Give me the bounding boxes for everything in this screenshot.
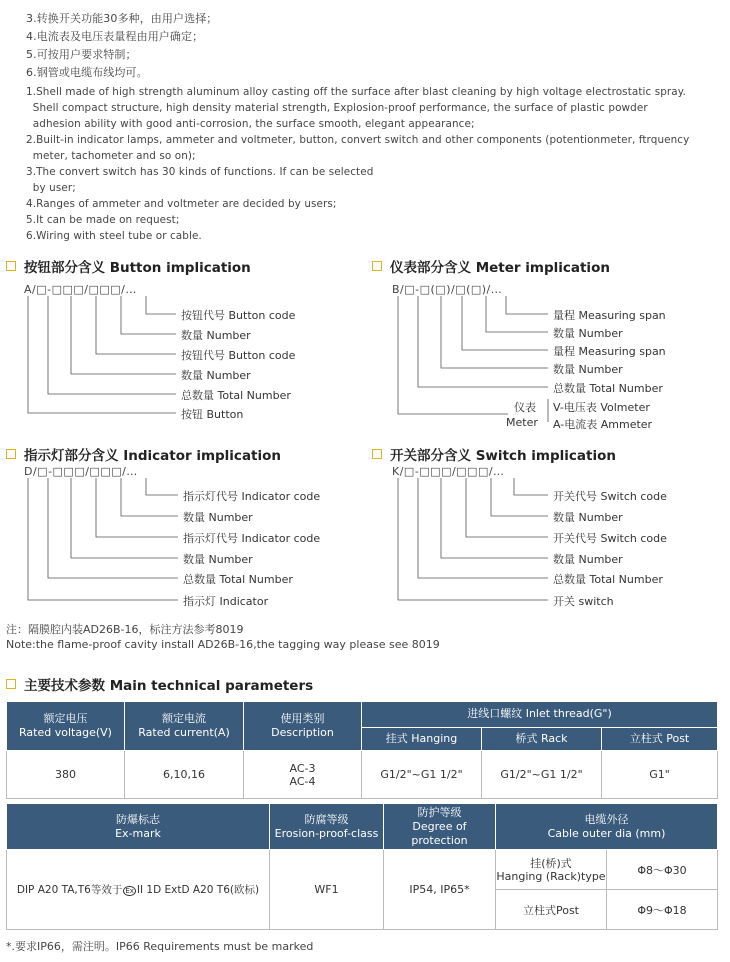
rated-current-header: 额定电流 Rated current(A) — [125, 702, 244, 751]
button-label: 总数量 Total Number — [181, 389, 291, 402]
button-label: 数量 Number — [181, 369, 251, 382]
button-label: 按钮 Button — [181, 408, 244, 421]
cable-dia-header: 电缆外径 Cable outer dia (mm) — [496, 804, 718, 850]
indicator-label: 总数量 Total Number — [183, 573, 293, 586]
switch-label: 开关代号 Switch code — [553, 532, 667, 545]
ex-symbol-icon: Ex — [125, 887, 134, 895]
voltage-value: 380 — [7, 751, 125, 799]
meter-label: 量程 Measuring span — [553, 309, 666, 322]
erosion-class-header: 防腐等级 Erosion-proof-class — [270, 804, 384, 850]
indicator-label: 指示灯代号 Indicator code — [183, 490, 321, 503]
footnote: *.要求IP66，需注明。IP66 Requirements must be marked — [6, 940, 314, 953]
meter-type-en: Meter — [506, 416, 538, 429]
hanging-type-label: 挂(桥)式 Hanging (Rack)type — [496, 850, 607, 890]
indicator-code: D/□-□□□/□□□/… — [24, 465, 138, 478]
rated-voltage-header: 额定电压 Rated voltage(V) — [7, 702, 125, 751]
indicator-implication-title: 指示灯部分含义 Indicator implication — [6, 444, 281, 464]
intro-line-6: 6.钢管或电缆布线均可。 — [26, 66, 148, 79]
meter-type-cn: 仪表 — [514, 401, 536, 414]
switch-label: 数量 Number — [553, 553, 623, 566]
voltmeter-label: V-电压表 Volmeter — [553, 401, 650, 414]
protection-table — [6, 803, 718, 930]
switch-code: K/□-□□□/□□□/… — [392, 465, 505, 478]
rack-thread-value: G1/2"~G1 1/2" — [482, 751, 602, 799]
switch-label: 开关代号 Switch code — [553, 490, 667, 503]
en-line: 2.Built-in indicator lamps, ammeter and voltmeter, button, convert switch and other components (potentionmeter, ftrquency — [26, 134, 690, 146]
description-header: 使用类别 Description — [244, 702, 362, 751]
square-bullet-icon — [6, 679, 16, 689]
description-value: AC-3 AC-4 — [244, 751, 362, 799]
note-en: Note:the flame-proof cavity install AD26B-16,the tagging way please see 8019 — [6, 638, 440, 651]
indicator-label: 数量 Number — [183, 511, 253, 524]
protection-degree-value: IP54, IP65* — [384, 850, 496, 930]
protection-degree-header: 防护等级 Degree of protection — [384, 804, 496, 850]
en-line: 3.The convert switch has 30 kinds of functions. If can be selected — [26, 166, 374, 178]
post-thread-value: G1" — [602, 751, 718, 799]
meter-label: 量程 Measuring span — [553, 345, 666, 358]
ammeter-label: A-电流表 Ammeter — [553, 418, 653, 431]
button-label: 按钮代号 Button code — [181, 349, 296, 362]
intro-line-4: 4.电流表及电压表量程由用户确定； — [26, 30, 204, 43]
meter-label: 总数量 Total Number — [553, 382, 663, 395]
intro-line-3: 3.转换开关功能30多种，由用户选择； — [26, 12, 218, 25]
switch-label: 总数量 Total Number — [553, 573, 663, 586]
post-dia-value: Φ9～Φ18 — [607, 890, 718, 930]
indicator-label: 指示灯 Indicator — [183, 595, 269, 608]
ex-mark-header: 防爆标志 Ex-mark — [7, 804, 270, 850]
button-code: A/□-□□□/□□□/… — [24, 283, 137, 296]
switch-label: 开关 switch — [553, 595, 614, 608]
en-line: 5.It can be made on request; — [26, 214, 180, 226]
button-implication-title: 按钮部分含义 Button implication — [6, 256, 251, 276]
button-label: 按钮代号 Button code — [181, 309, 296, 322]
technical-parameters-title: 主要技术参数 Main technical parameters — [6, 674, 313, 694]
rack-header: 桥式 Rack — [482, 727, 602, 750]
post-type-label: 立柱式Post — [496, 890, 607, 930]
en-line: by user; — [26, 182, 76, 194]
en-line: 4.Ranges of ammeter and voltmeter are decided by users; — [26, 198, 337, 210]
indicator-label: 指示灯代号 Indicator code — [183, 532, 321, 545]
post-header: 立柱式 Post — [602, 727, 718, 750]
button-label: 数量 Number — [181, 329, 251, 342]
meter-label: 数量 Number — [553, 363, 623, 376]
en-line: meter, tachometer and so on); — [26, 150, 196, 162]
meter-label: 数量 Number — [553, 327, 623, 340]
erosion-class-value: WF1 — [270, 850, 384, 930]
en-line: Shell compact structure, high density material strength, Explosion-proof performance, the surface of plastic powder — [26, 102, 648, 114]
switch-label: 数量 Number — [553, 511, 623, 524]
en-line: 1.Shell made of high strength aluminum alloy casting off the surface after blast cleaning by high voltage electrostatic spray. — [26, 86, 686, 98]
meter-code: B/□-□(□)/□(□)/… — [392, 283, 503, 296]
inlet-thread-header: 进线口螺纹 Inlet thread(G") — [362, 702, 718, 728]
meter-implication-title: 仪表部分含义 Meter implication — [372, 256, 610, 276]
note-zh: 注：隔膜腔内装AD26B-16，标注方法参考8019 — [6, 623, 244, 636]
rated-parameters-table — [6, 701, 718, 799]
en-line: 6.Wiring with steel tube or cable. — [26, 230, 202, 242]
hanging-thread-value: G1/2"~G1 1/2" — [362, 751, 482, 799]
ex-mark-value: DIP A20 TA,T6等效于 Ex II 1D ExtD A20 T6(欧标) — [7, 850, 270, 930]
current-value: 6,10,16 — [125, 751, 244, 799]
hanging-header: 挂式 Hanging — [362, 727, 482, 750]
switch-implication-title: 开关部分含义 Switch implication — [372, 444, 616, 464]
en-line: adhesion ability with good anti-corrosion, the surface smooth, elegant appearance; — [26, 118, 475, 130]
hanging-dia-value: Φ8～Φ30 — [607, 850, 718, 890]
intro-line-5: 5.可按用户要求特制； — [26, 48, 137, 61]
indicator-label: 数量 Number — [183, 553, 253, 566]
